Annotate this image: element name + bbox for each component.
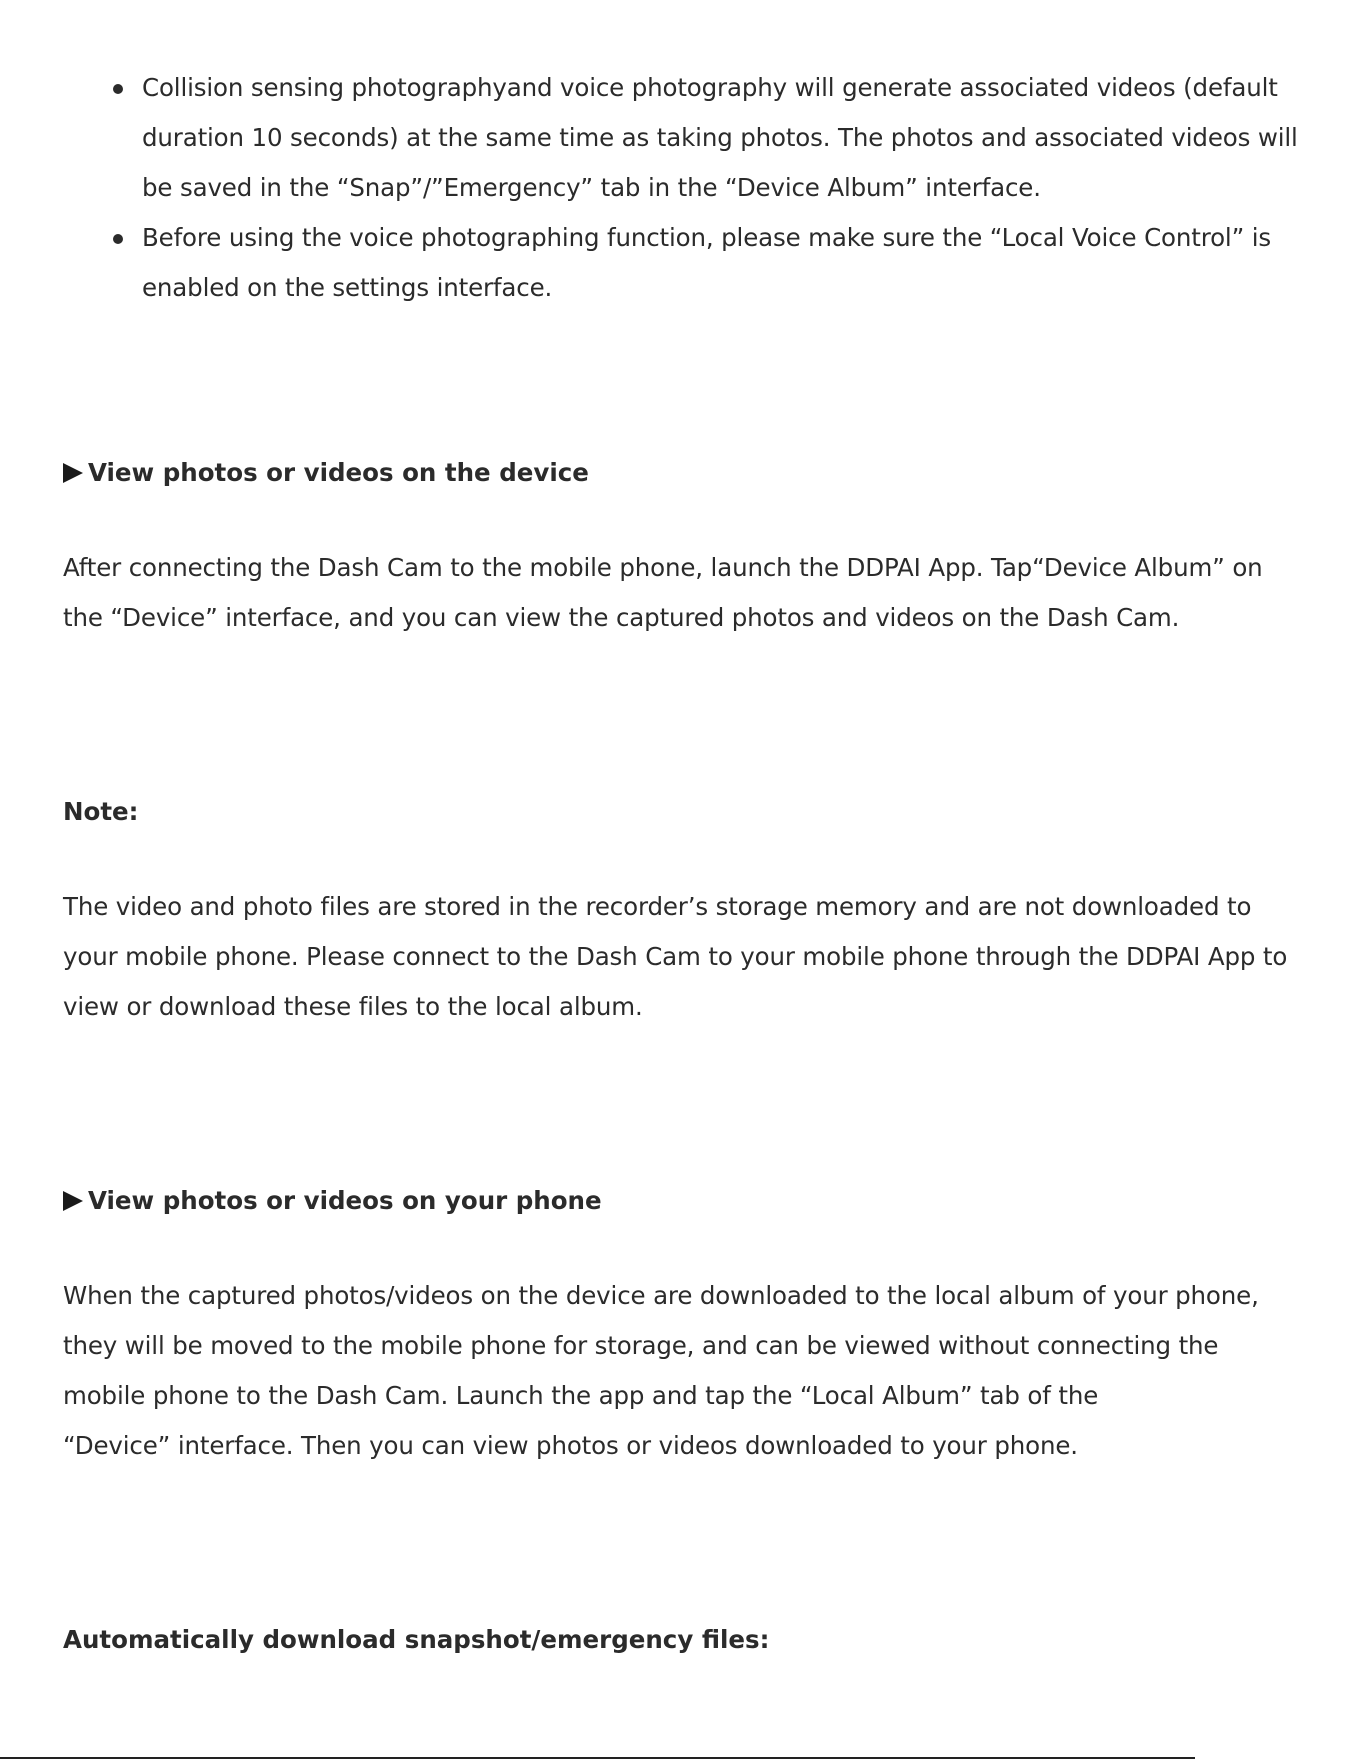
paragraph: After connecting the Dash Cam to the mobile phone, launch the DDPAI App. Tap“Device Album” on the “Device” interface, and you can view the captured photos and videos on the Dash Cam. <box>63 553 1263 632</box>
page-divider <box>0 1757 1195 1759</box>
note-section <box>63 787 1303 837</box>
right-triangle-icon <box>63 1191 83 1211</box>
section-heading-text: View photos or videos on the device <box>88 458 589 487</box>
note-heading: Note: <box>63 797 139 826</box>
bullet-dot-icon <box>113 234 123 244</box>
section-heading-text: View photos or videos on your phone <box>88 1186 602 1215</box>
section-phone-body <box>63 1271 1303 1471</box>
section-heading <box>63 448 1303 498</box>
auto-download-section <box>63 1615 1303 1665</box>
bullet-dot-icon <box>113 84 123 94</box>
list-item <box>0 213 1361 313</box>
list-item <box>0 63 1361 213</box>
paragraph: The video and photo files are stored in the recorder’s storage memory and are not downloaded to your mobile phone. Please connect to the Dash Cam to your mobile phone through the DDPAI App to view or download these files to the local album. <box>63 892 1288 1021</box>
bullet-list <box>0 63 1361 313</box>
auto-download-heading: Automatically download snapshot/emergency files: <box>63 1625 770 1654</box>
section-device-body <box>63 543 1303 643</box>
note-body <box>63 882 1303 1032</box>
paragraph: “Device” interface. Then you can view photos or videos downloaded to your phone. <box>63 1431 1078 1460</box>
section-heading <box>63 1176 1303 1226</box>
paragraph: When the captured photos/videos on the device are downloaded to the local album of your phone, they will be moved to the mobile phone for storage, and can be viewed without connecting the mobile phone to the Dash Cam. Launch the app and tap the “Local Album” tab of the <box>63 1281 1259 1410</box>
bullet-text: Collision sensing photographyand voice photography will generate associated videos (default duration 10 seconds) at the same time as taking photos. The photos and associated videos will be saved in the “Snap”/”Emergency” tab in the “Device Album” interface. <box>142 73 1298 202</box>
section-phone <box>63 1176 1303 1226</box>
bullet-text: Before using the voice photographing function, please make sure the “Local Voice Control” is enabled on the settings interface. <box>142 223 1272 302</box>
section-device <box>63 448 1303 498</box>
right-triangle-icon <box>63 463 83 483</box>
